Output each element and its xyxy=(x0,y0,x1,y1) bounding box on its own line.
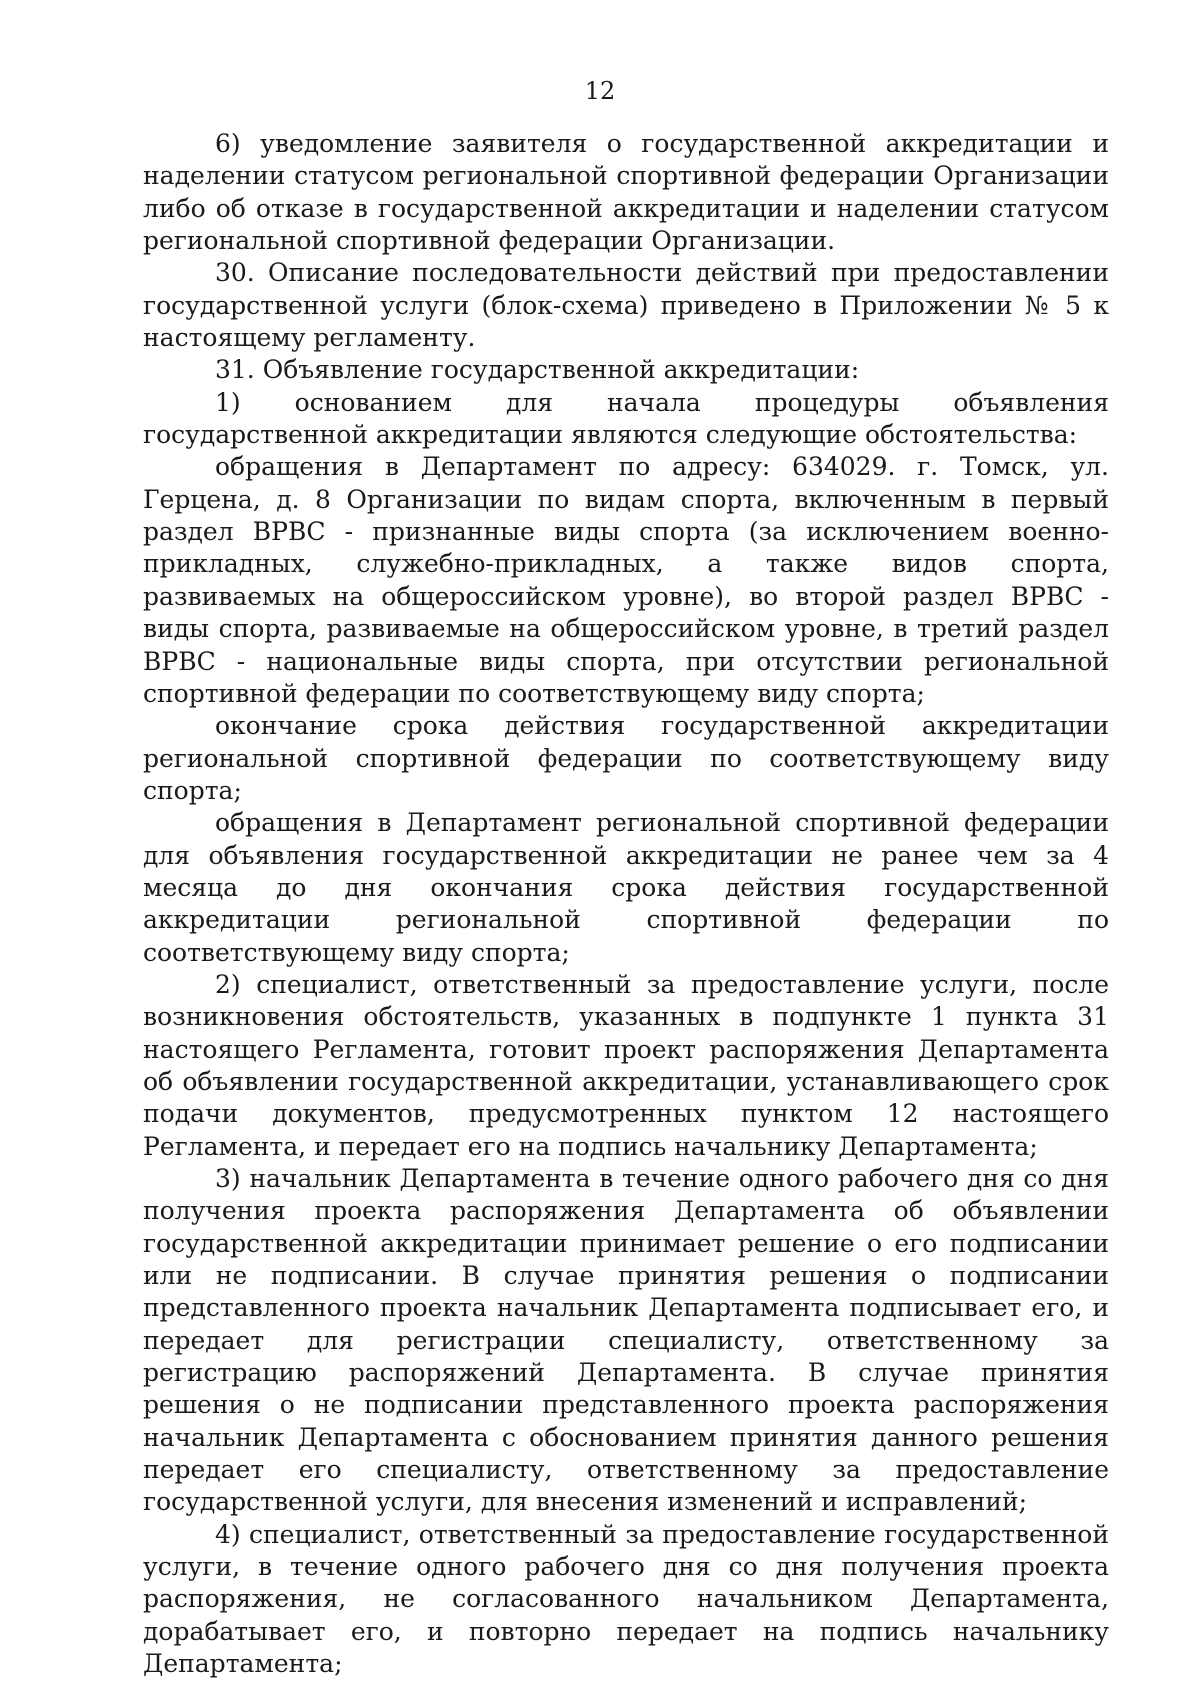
paragraph-grounds-appeals-organizations: обращения в Департамент по адресу: 634029. г. Томск, ул. Герцена, д. 8 Организации по видам спорта, включенным в первый раздел ВРВС - признанные виды спорта (за исключением военно-прикладных, служебно-прикладных, а также видов спорта, развиваемых на общероссийском уровне), во второй раздел ВРВС - виды спорта, развиваемые на общероссийском уровне, в третий раздел ВРВС - национальные виды спорта, при отсутствии региональной спортивной федерации по соответствующему виду спорта; xyxy=(143,452,1109,708)
paragraph-31-item-2-specialist: 2) специалист, ответственный за предоставление услуги, после возникновения обстоятельств, указанных в подпункте 1 пункта 31 настоящего Регламента, готовит проект распоряжения Департамента об объявлении государственной аккредитации, устанавливающего срок подачи документов, предусмотренных пунктом 12 настоящего Регламента, и передает его на подпись начальнику Департамента; xyxy=(143,969,1109,1161)
paragraph-grounds-federation-appeal: обращения в Департамент региональной спортивной федерации для объявления государственной аккредитации не ранее чем за 4 месяца до дня окончания срока действия государственной аккредитации региональной спортивной федерации по соответствующему виду спорта; xyxy=(143,808,1109,967)
paragraph-30-sequence-description: 30. Описание последовательности действий при предоставлении государственной услуги (блок-схема) приведено в Приложении № 5 к настоящему регламенту. xyxy=(143,258,1109,353)
paragraph-item-6-notification: 6) уведомление заявителя о государственной аккредитации и наделении статусом региональной спортивной федерации Организации либо об отказе в государственной аккредитации и наделении статусом региональной спортивной федерации Организации. xyxy=(143,129,1109,256)
paragraph-31-item-3-head-decision: 3) начальник Департамента в течение одного рабочего дня со дня получения проекта распоряжения Департамента об объявлении государственной аккредитации принимает решение о его подписании или не подписании. В случае принятия решения о подписании представленного проекта начальник Департамента подписывает его, и передает для регистрации специалисту, ответственному за регистрацию распоряжений Департамента. В случае принятия решения о не подписании представленного проекта распоряжения начальник Департамента с обоснованием принятия данного решения передает его специалисту, ответственному за предоставление государственной услуги, для внесения изменений и исправлений; xyxy=(143,1164,1109,1517)
paragraph-31-heading: 31. Объявление государственной аккредитации: xyxy=(215,355,860,385)
document-body xyxy=(143,128,1109,1681)
paragraph-31-item-4-revision: 4) специалист, ответственный за предоставление государственной услуги, в течение одного рабочего дня со дня получения проекта распоряжения, не согласованного начальником Департамента, дорабатывает его, и повторно передает на подпись начальнику Департамента; xyxy=(143,1519,1109,1679)
paragraph-31-item-1-grounds: 1) основанием для начала процедуры объявления государственной аккредитации являются следующие обстоятельства: xyxy=(143,387,1109,450)
page-number: 12 xyxy=(584,77,616,105)
paragraph-grounds-expiry: окончание срока действия государственной аккредитации региональной спортивной федерации по соответствующему виду спорта; xyxy=(143,711,1109,805)
